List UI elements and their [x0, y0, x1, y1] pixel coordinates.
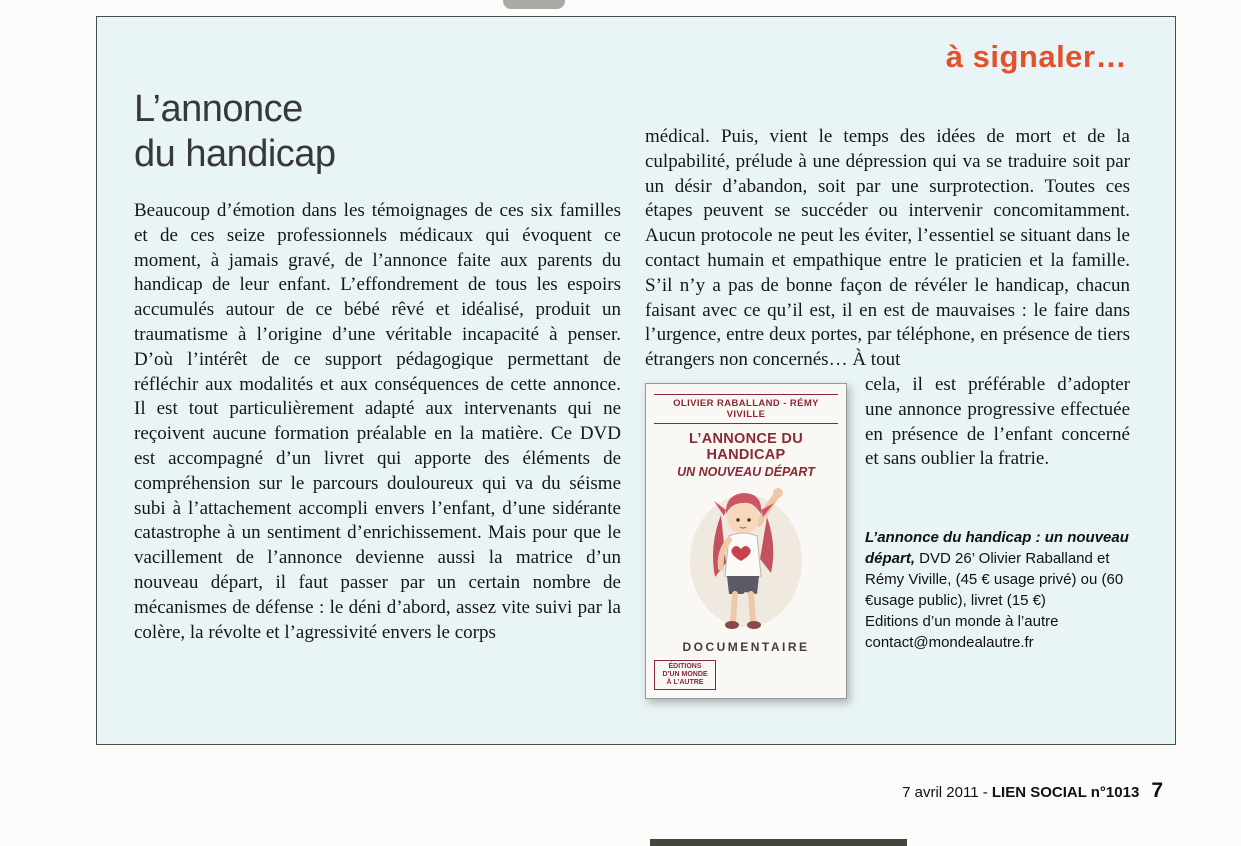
dvd-caption: [865, 527, 1130, 653]
caption-details: DVD 26’ Olivier Raballand et Rémy Viville, (45 € usage privé) ou (60 €usage public), livret (15 €): [865, 550, 1124, 610]
title-line-2: du handicap: [134, 133, 336, 175]
dvd-publisher-logo: [654, 660, 716, 690]
caption-title: L’annonce du handicap : un nouveau départ,: [865, 529, 1129, 568]
dvd-publisher-line-3: À L’AUTRE: [666, 678, 704, 686]
dvd-publisher-line-2: D’UN MONDE: [662, 670, 708, 678]
page-footer: [902, 779, 1163, 803]
right-column: [645, 125, 1130, 705]
scan-artifact-bottom: [650, 839, 907, 846]
dvd-authors: OLIVIER RABALLAND - RÉMY VIVILLE: [654, 394, 838, 424]
article-page: [96, 16, 1176, 745]
footer-journal: LIEN SOCIAL n°1013: [991, 784, 1140, 801]
article-text-left: Beaucoup d’émotion dans les témoignages de ces six familles et de ces seize professionnels médicaux qui évoquent ce moment, à jamais gravé, de l’annonce faite aux parents du handicap de leur enfant. L’effondrement de tous les espoirs accumulés autour de ce bébé rêvé et idéalisé, produit un traumatisme à l’origine d’une véritable incapacité à penser. D’où l’intérêt de ce support pédagogique permettant de réfléchir aux modalités et aux conséquences de cette annonce. Il est tout particulièrement adapté aux intervenants qui ne reçoivent aucune formation préalable en la matière. Ce DVD est accompagné d’un livret qui apporte des éléments de compréhension sur le parcours douloureux qui va du séisme subi à l’attachement accompli envers l’enfant, d’une sidérante catastrophe à un sentiment d’enrichissement. Mais pour que le vacillement de l’annonce devienne aussi la matrice d’un nouveau départ, il faut passer par un certain nombre de mécanismes de défense : le déni d’abord, assez vite suivi par la colère, la révolte et l’agressivité envers le corps: [134, 200, 621, 643]
article-text-right-wrap: cela, il est préférable d’adopter une annonce progressive effectuée en présence de l’enfant concerné et sans oublier la fratrie.: [865, 373, 1130, 470]
article-text-right-top: médical. Puis, vient le temps des idées de mort et de la culpabilité, prélude à une dépression qui va se traduire soit par un désir d’abandon, soit par une surprotection. Toutes ces étapes peuvent se succéder ou intervenir concomitamment. Aucun protocole ne peut les éviter, l’essentiel se situant dans le contact humain et empathique entre le praticien et la famille. S’il n’y a pas de bonne façon de révéler le handicap, chacun faisant avec ce qu’il est, il en est de mauvaises : le faire dans l’urgence, entre deux portes, par téléphone, en présence de tiers étrangers non concernés… À tout: [645, 126, 1130, 371]
dvd-genre: DOCUMENTAIRE: [682, 639, 810, 654]
left-column: [134, 87, 621, 645]
article-title: [134, 87, 621, 177]
dvd-cover-image: [645, 383, 847, 699]
section-label: à signaler…: [945, 39, 1127, 74]
dvd-subtitle: UN NOUVEAU DÉPART: [677, 464, 815, 479]
caption-contact: contact@mondealautre.fr: [865, 634, 1034, 652]
title-line-1: L’annonce: [134, 88, 303, 130]
girl-drawing-icon: [680, 483, 812, 633]
caption-publisher: Editions d’un monde à l’autre: [865, 613, 1059, 631]
scan-artifact-top: [503, 0, 565, 9]
dvd-title: L’ANNONCE DU HANDICAP: [689, 430, 803, 463]
dvd-publisher-line-1: ÉDITIONS: [668, 662, 702, 670]
dvd-girl-illustration: [654, 483, 838, 638]
footer-page-number: 7: [1151, 779, 1163, 802]
footer-date: 7 avril 2011 -: [902, 784, 992, 801]
